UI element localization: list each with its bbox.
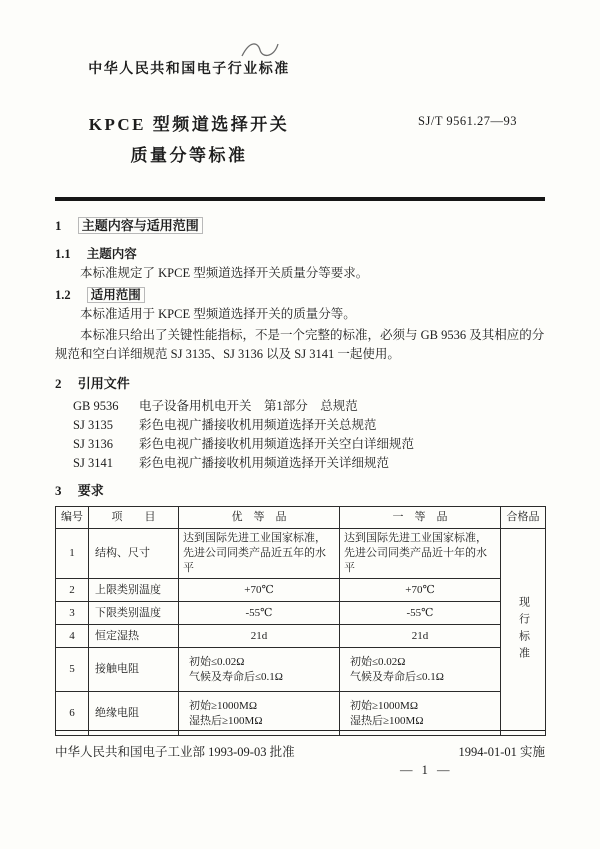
reference-item: [55, 416, 545, 435]
reference-code: SJ 3141: [73, 456, 113, 470]
reference-title: 彩色电视广播接收机用频道选择开关总规范: [139, 418, 377, 432]
document-title-line1: KPCE 型频道选择开关: [88, 115, 290, 134]
section-3-title: 要求: [77, 483, 104, 498]
reference-code: GB 9536: [73, 399, 119, 413]
section-3-heading: [55, 480, 545, 499]
first-grade-value: 21d: [340, 625, 501, 648]
header-divider: [55, 197, 545, 201]
column-header-first-grade: 一 等 品: [340, 507, 501, 529]
reference-title: 彩色电视广播接收机用频道选择开关空白详细规范: [139, 437, 415, 451]
reference-code: SJ 3135: [73, 418, 113, 432]
requirements-table: [55, 506, 546, 736]
premium-grade-value: 初始≤0.02Ω 气候及寿命后≤0.1Ω: [189, 655, 283, 683]
row-item: 绝缘电阻: [89, 692, 179, 736]
table-row: [56, 692, 546, 736]
row-number: 4: [56, 625, 89, 648]
column-header-item: 项 目: [89, 507, 179, 529]
row-item: 恒定湿热: [89, 625, 179, 648]
document-title-line2: 质量分等标准: [130, 146, 248, 165]
row-item: 接触电阻: [89, 648, 179, 692]
effective-date: 1994-01-01 实施: [458, 745, 545, 759]
section-1-heading: [55, 215, 545, 234]
scan-artifact-squiggle: [240, 38, 280, 65]
section-1-1-heading: [55, 244, 545, 262]
table-header-row: [56, 507, 546, 529]
section-1-number: 1: [55, 218, 62, 233]
reference-code: SJ 3136: [73, 437, 113, 451]
section-2-number: 2: [55, 376, 62, 391]
premium-grade-value: 21d: [179, 625, 340, 648]
section-1-2-paragraph-1: 本标准适用于 KPCE 型频道选择开关的质量分等。: [80, 307, 356, 321]
row-number: 1: [56, 529, 89, 579]
section-1-2-paragraph-2: 本标准只给出了关键性能指标，不是一个完整的标准，必须与 GB 9536 及其相应的分规范和空白详细规范 SJ 3135、SJ 3136 以及 SJ 3141 一起使用。: [55, 328, 545, 361]
section-1-2-heading: [55, 285, 545, 303]
section-1-1-number: 1.1: [55, 247, 71, 261]
premium-grade-value: 达到国际先进工业国家标准，先进公司同类产品近五年的水平: [179, 529, 340, 579]
premium-grade-value: 初始≥1000MΩ 湿热后≥100MΩ: [189, 699, 263, 727]
row-number: 5: [56, 648, 89, 692]
first-grade-value: 初始≤0.02Ω 气候及寿命后≤0.1Ω: [350, 655, 444, 683]
table-row: [56, 648, 546, 692]
section-1-2-number: 1.2: [55, 288, 71, 302]
section-1-2-title: 适用范围: [87, 287, 145, 303]
qualified-grade-note: [501, 529, 546, 736]
reference-item: [55, 435, 545, 454]
standard-org-title: 中华人民共和国电子行业标准: [88, 62, 290, 77]
column-header-number: 编号: [56, 507, 89, 529]
table-row: [56, 579, 546, 602]
row-number: 2: [56, 579, 89, 602]
table-row: [56, 625, 546, 648]
column-header-qualified-grade: 合格品: [501, 507, 546, 529]
row-item: 下限类别温度: [89, 602, 179, 625]
section-3-number: 3: [55, 483, 62, 498]
row-number: 3: [56, 602, 89, 625]
reference-item: [55, 454, 545, 473]
first-grade-value: -55℃: [340, 602, 501, 625]
reference-item: [55, 397, 545, 416]
table-row: [56, 602, 546, 625]
section-1-title: 主题内容与适用范围: [78, 217, 203, 234]
section-2-heading: [55, 373, 545, 392]
standard-number: SJ/T 9561.27—93: [418, 114, 517, 128]
first-grade-value: +70℃: [340, 579, 501, 602]
premium-grade-value: -55℃: [179, 602, 340, 625]
first-grade-value: 初始≥1000MΩ 湿热后≥100MΩ: [350, 699, 424, 727]
first-grade-value: 达到国际先进工业国家标准，先进公司同类产品近十年的水平: [340, 529, 501, 579]
qualified-grade-note-text: 现行标准: [517, 595, 530, 664]
page-number: — 1 —: [400, 763, 453, 777]
row-item: 上限类别温度: [89, 579, 179, 602]
table-row: [56, 529, 546, 579]
reference-list: [55, 397, 545, 473]
column-header-premium-grade: 优 等 品: [179, 507, 340, 529]
document-footer: [55, 730, 545, 760]
section-1-1-title: 主题内容: [86, 247, 137, 261]
reference-title: 电子设备用机电开关 第1部分 总规范: [139, 399, 358, 413]
section-2-title: 引用文件: [77, 376, 130, 391]
reference-title: 彩色电视广播接收机用频道选择开关详细规范: [139, 456, 390, 470]
row-number: 6: [56, 692, 89, 736]
row-item: 结构、尺寸: [89, 529, 179, 579]
premium-grade-value: +70℃: [179, 579, 340, 602]
section-1-1-paragraph: 本标准规定了 KPCE 型频道选择开关质量分等要求。: [80, 266, 369, 280]
approval-note: 中华人民共和国电子工业部 1993-09-03 批准: [55, 745, 295, 759]
